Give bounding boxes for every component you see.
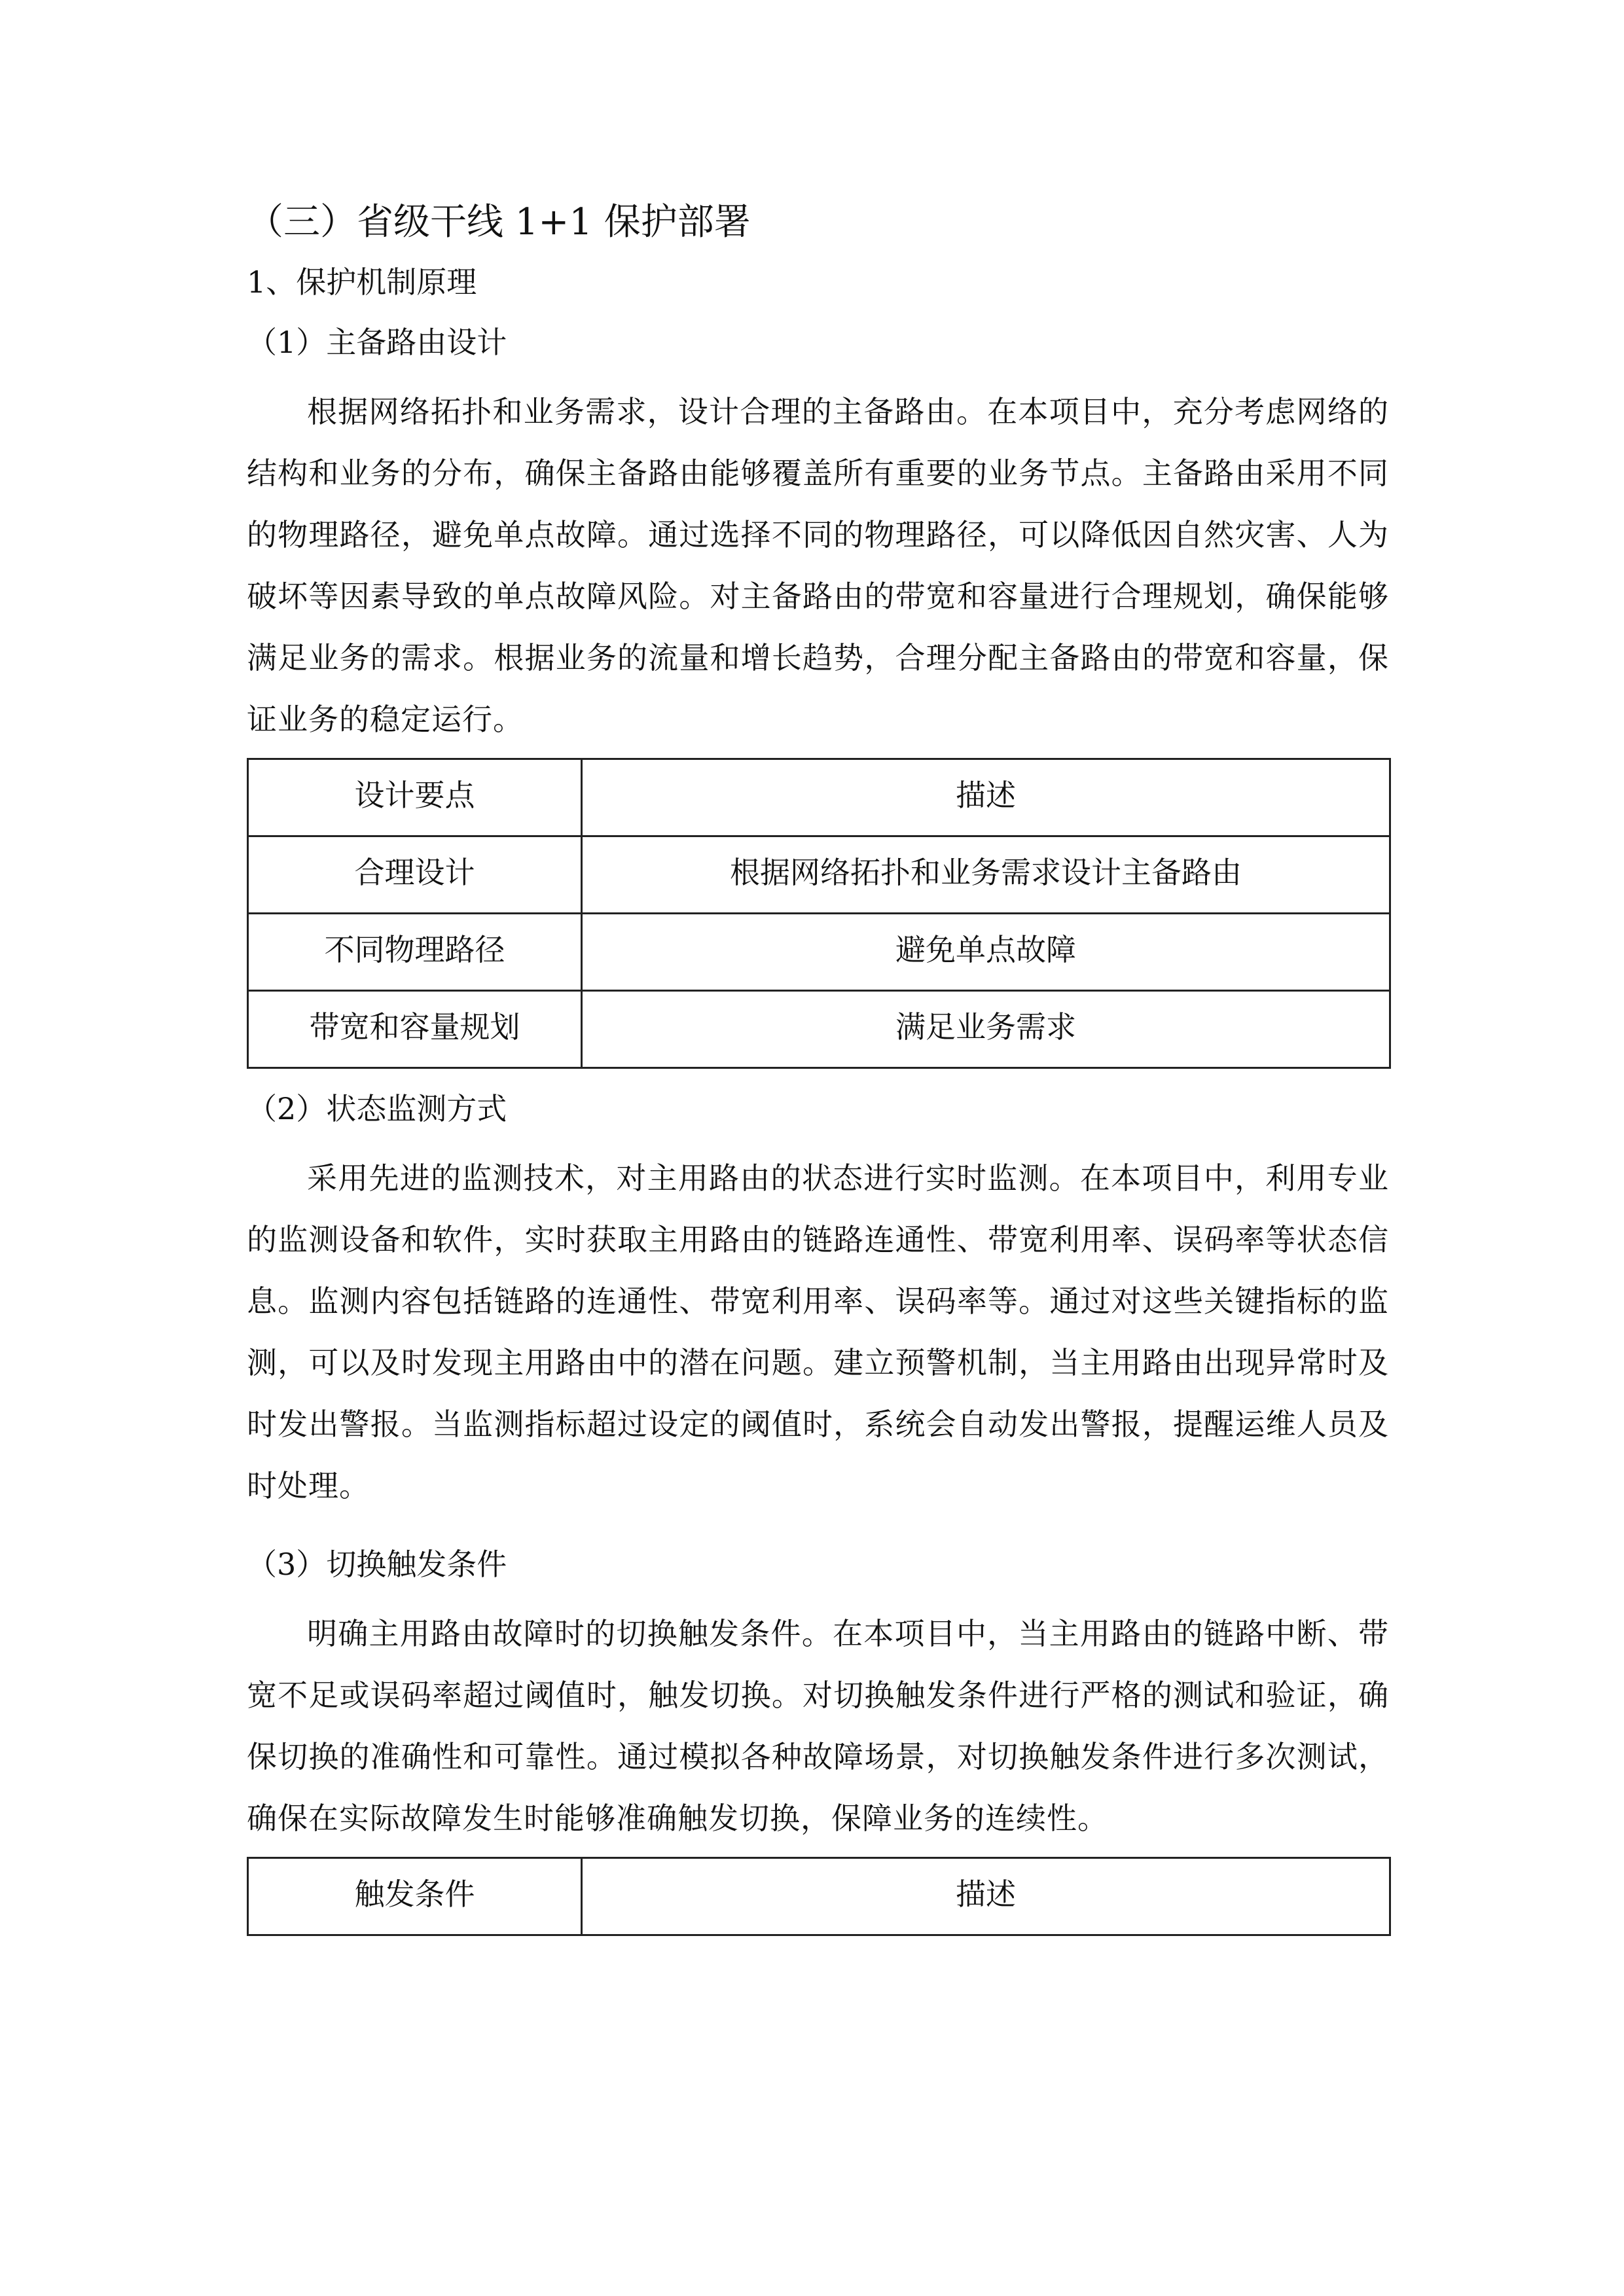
part1-heading: （1）主备路由设计 [247, 325, 507, 360]
design-points-table [247, 758, 1391, 1069]
table-header-row [248, 759, 1390, 836]
table-header-cell: 设计要点 [248, 759, 582, 836]
document-page [247, 196, 1389, 1954]
table-cell: 不同物理路径 [248, 914, 582, 991]
section-title: （三）省级干线 1+1 保护部署 [247, 201, 751, 243]
part2-heading: （2）状态监测方式 [247, 1091, 507, 1126]
trigger-conditions-table [247, 1857, 1391, 1936]
part1-paragraph: 根据网络拓扑和业务需求，设计合理的主备路由。在本项目中，充分考虑网络的结构和业务的分布，确保主备路由能够覆盖所有重要的业务节点。主备路由采用不同的物理路径，避免单点故障。通过选择不同的物理路径，可以降低因自然灾害、人为破坏等因素导致的单点故障风险。对主备路由的带宽和容量进行合理规划，确保能够满足业务的需求。根据业务的流量和增长趋势，合理分配主备路由的带宽和容量，保证业务的稳定运行。 [247, 394, 1389, 737]
table-header-cell: 描述 [582, 759, 1390, 836]
part2-paragraph: 采用先进的监测技术，对主用路由的状态进行实时监测。在本项目中，利用专业的监测设备和软件，实时获取主用路由的链路连通性、带宽利用率、误码率等状态信息。监测内容包括链路的连通性、带宽利用率、误码率等。通过对这些关键指标的监测，可以及时发现主用路由中的潜在问题。建立预警机制，当主用路由出现异常时及时发出警报。当监测指标超过设定的阈值时，系统会自动发出警报，提醒运维人员及时处理。 [247, 1160, 1389, 1503]
table-header-cell: 触发条件 [248, 1858, 582, 1935]
table-cell: 带宽和容量规划 [248, 991, 582, 1068]
table-row [248, 991, 1390, 1068]
table-header-row [248, 1858, 1390, 1935]
table-cell: 合理设计 [248, 836, 582, 914]
table-cell: 满足业务需求 [582, 991, 1390, 1068]
table-cell: 根据网络拓扑和业务需求设计主备路由 [582, 836, 1390, 914]
table-row [248, 836, 1390, 914]
table-header-cell: 描述 [582, 1858, 1390, 1935]
part3-heading: （3）切换触发条件 [247, 1547, 507, 1582]
part3-paragraph: 明确主用路由故障时的切换触发条件。在本项目中，当主用路由的链路中断、带宽不足或误码率超过阈值时，触发切换。对切换触发条件进行严格的测试和验证，确保切换的准确性和可靠性。通过模拟各种故障场景，对切换触发条件进行多次测试，确保在实际故障发生时能够准确触发切换，保障业务的连续性。 [247, 1616, 1389, 1836]
table-row [248, 914, 1390, 991]
sub-title: 1、保护机制原理 [247, 264, 477, 300]
table-cell: 避免单点故障 [582, 914, 1390, 991]
